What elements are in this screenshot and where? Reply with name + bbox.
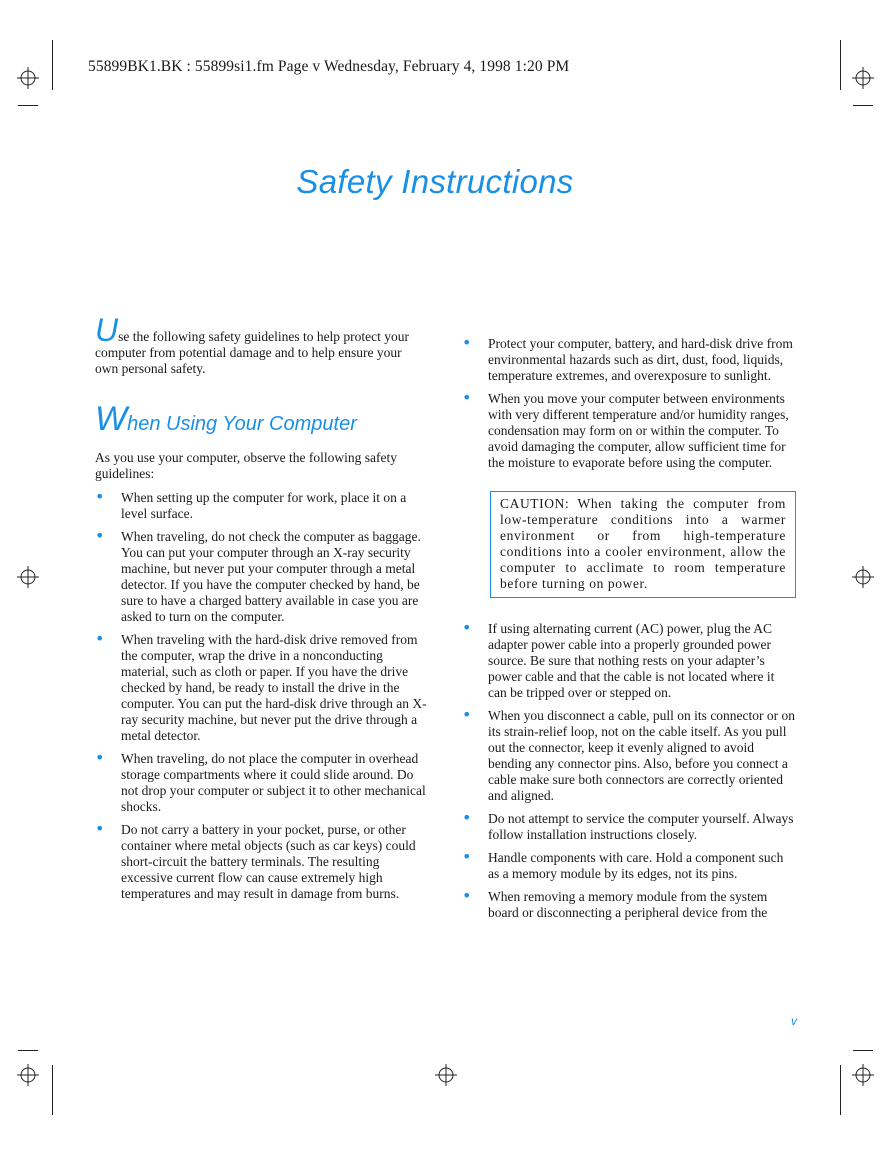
list-item-text: When traveling with the hard-disk drive removed from the computer, wrap the drive in a nonconducting material, such as cloth or paper. If you have the drive checked by hand, be ready to install the drive in the computer. You can put the hard-disk drive through an X-ray security machine, but never put the drive through a metal detector. <box>121 632 427 743</box>
crop-mark <box>52 40 53 90</box>
crop-mark <box>18 1050 38 1051</box>
right-column <box>462 333 796 928</box>
intro-paragraph <box>95 312 427 377</box>
list-item-text: When traveling, do not place the computer in overhead storage compartments where it could slide around. Do not drop your computer or subject it to other mechanical shocks. <box>121 751 426 814</box>
intro-text: se the following safety guidelines to help protect your computer from potential damage and to help ensure your own personal safety. <box>95 329 410 376</box>
list-item-text: When setting up the computer for work, place it on a level surface. <box>121 490 407 521</box>
bullet-icon: • <box>462 808 472 827</box>
page-number: v <box>791 1014 797 1028</box>
section-intro: As you use your computer, observe the following safety guidelines: <box>95 450 398 481</box>
list-item <box>95 748 427 815</box>
list-item <box>462 388 796 471</box>
list-item-text: When you disconnect a cable, pull on its connector or on its strain-relief loop, not on the cable itself. As you pull out the connector, keep it evenly aligned to avoid bending any connector pins. Also, before you connect a cable make sure both connectors are correctly oriented and aligned. <box>488 708 796 803</box>
list-item <box>95 487 427 522</box>
list-item-text: When removing a memory module from the system board or disconnecting a peripheral device from the <box>488 889 768 920</box>
crop-mark <box>840 1065 841 1115</box>
section-heading <box>95 400 427 438</box>
left-column <box>95 312 427 909</box>
list-item <box>95 819 427 902</box>
page-title: Safety Instructions <box>296 163 574 200</box>
registration-mark-icon <box>17 1064 39 1086</box>
list-item <box>462 886 796 921</box>
list-item-text: Do not attempt to service the computer yourself. Always follow installation instructions closely. <box>488 811 794 842</box>
caution-box: CAUTION: When taking the computer from low-temperature conditions into a warmer environment or from high-temperature conditions into a cooler environment, allow the computer to acclimate to room temperature before turning on power. <box>490 491 796 598</box>
bullet-icon: • <box>95 487 105 506</box>
right-bullet-list-top <box>462 333 796 471</box>
list-item-text: When you move your computer between environments with very different temperature and/or humidity ranges, condensation may form on or within the computer. To avoid damaging the computer, allow sufficient time for the moisture to evaporate before using the computer. <box>488 391 789 470</box>
bullet-icon: • <box>462 618 472 637</box>
list-item-text: Handle components with care. Hold a component such as a memory module by its edges, not its pins. <box>488 850 784 881</box>
bullet-icon: • <box>462 847 472 866</box>
list-item-text: When traveling, do not check the computer as baggage. You can put your computer through an X-ray security machine, but never put your computer through a metal detector. If you have the computer checked by hand, be sure to have a charged battery available in case you are asked to turn on the computer. <box>121 529 421 624</box>
crop-mark <box>18 105 38 106</box>
left-bullet-list <box>95 487 427 902</box>
bullet-icon: • <box>95 748 105 767</box>
right-bullet-list-bottom <box>462 618 796 921</box>
registration-mark-icon <box>852 1064 874 1086</box>
bullet-icon: • <box>462 705 472 724</box>
section-heading-text: hen Using Your Computer <box>127 413 357 435</box>
list-item <box>462 333 796 384</box>
list-item <box>462 847 796 882</box>
bullet-icon: • <box>462 388 472 407</box>
bullet-icon: • <box>95 629 105 648</box>
list-item-text: If using alternating current (AC) power, plug the AC adapter power cable into a properly grounded power source. Be sure that nothing rests on your adapter’s power cable and that the cable is not located where it can be tripped over or stepped on. <box>488 621 775 700</box>
bullet-icon: • <box>462 333 472 352</box>
drop-cap: U <box>95 312 119 348</box>
running-head: 55899BK1.BK : 55899si1.fm Page v Wednesday, February 4, 1998 1:20 PM <box>88 58 570 75</box>
list-item-text: Protect your computer, battery, and hard-disk drive from environmental hazards such as dirt, dust, food, liquids, temperature extremes, and overexposure to sunlight. <box>488 336 793 383</box>
crop-mark <box>840 40 841 90</box>
registration-mark-icon <box>17 67 39 89</box>
crop-mark <box>52 1065 53 1115</box>
bullet-icon: • <box>95 526 105 545</box>
list-item-text: Do not carry a battery in your pocket, purse, or other container where metal objects (such as car keys) could short-circuit the battery terminals. The resulting excessive current flow can cause extremely high temperatures and may result in damage from burns. <box>121 822 416 901</box>
list-item <box>462 808 796 843</box>
list-item <box>462 618 796 701</box>
registration-mark-icon <box>435 1064 457 1086</box>
registration-mark-icon <box>852 566 874 588</box>
bullet-icon: • <box>462 886 472 905</box>
list-item <box>462 705 796 804</box>
section-heading-initial: W <box>95 400 128 438</box>
crop-mark <box>853 1050 873 1051</box>
registration-mark-icon <box>852 67 874 89</box>
crop-mark <box>853 105 873 106</box>
list-item <box>95 629 427 744</box>
registration-mark-icon <box>17 566 39 588</box>
list-item <box>95 526 427 625</box>
bullet-icon: • <box>95 819 105 838</box>
